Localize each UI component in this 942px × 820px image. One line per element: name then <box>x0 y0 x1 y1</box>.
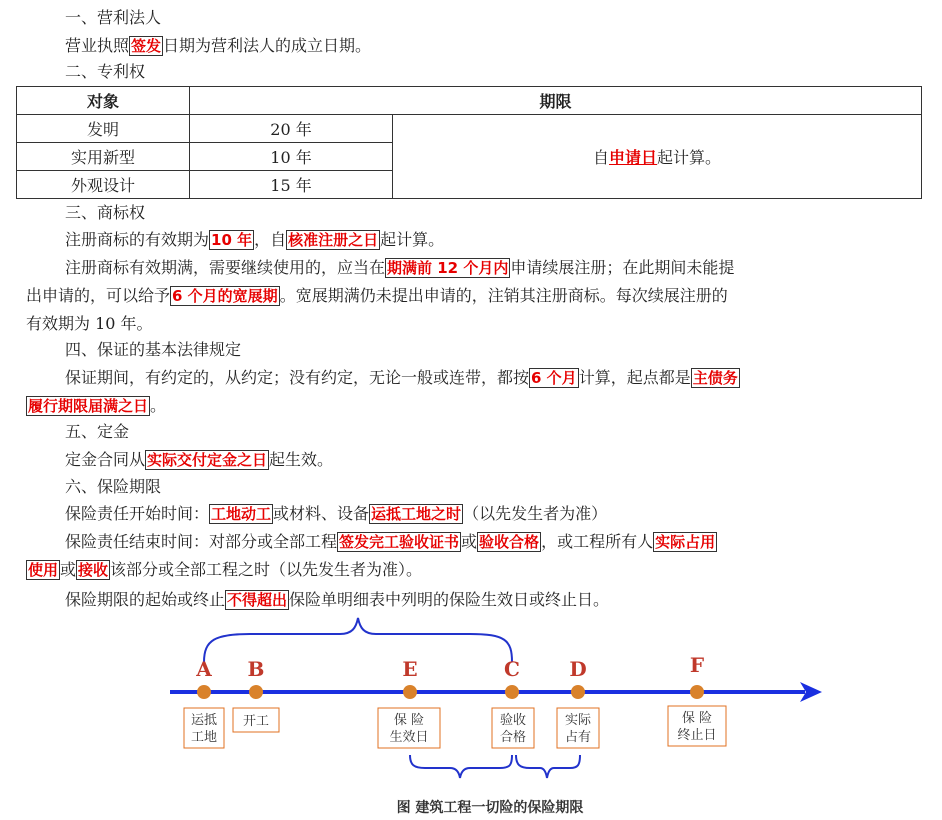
paragraph-3-3: 出申请的，可以给予 6 个月的宽展期 。宽展期满仍未提出申请的，注销其注册商标。每次续展注册的 <box>26 286 728 305</box>
point-label: 合格 <box>499 730 527 745</box>
table-header-term: 期限 <box>190 87 922 115</box>
point-letter: C <box>504 657 520 681</box>
insurance-period-diagram <box>0 610 942 820</box>
top-brace <box>204 618 512 662</box>
paragraph-3-2: 注册商标有效期满，需要继续使用的，应当在 期满前 12 个月内 申请续展注册；在此期间未能提 <box>65 258 735 277</box>
paragraph-6-4: 保险期限的起始或终止 不得超出 保险单明细表中列明的保险生效日或终止日。 <box>65 590 610 609</box>
section-title-6: 六、保险期限 <box>65 477 162 496</box>
table-cell-object: 外观设计 <box>17 171 190 199</box>
point-dot <box>571 685 585 699</box>
point-label: 验收 <box>499 713 527 728</box>
table-header-object: 对象 <box>17 87 190 115</box>
section-title-4: 四、保证的基本法律规定 <box>65 340 242 359</box>
point-letter: B <box>247 657 265 681</box>
point-label: 工地 <box>190 730 218 745</box>
point-dot <box>249 685 263 699</box>
section-title-1: 一、营利法人 <box>65 8 162 27</box>
point-letter: A <box>196 657 212 681</box>
point-dot <box>505 685 519 699</box>
paragraph-6-2: 保险责任结束时间：对部分或全部工程 签发完工验收证书 或 验收合格 ，或工程所有人 实际占用 <box>65 532 716 551</box>
point-dot <box>690 685 704 699</box>
point-label: 保 险 <box>393 713 425 728</box>
patent-table <box>16 86 922 199</box>
table-cell-note: 自申请日起计算。 <box>393 115 922 199</box>
paragraph-4-1: 保证期间，有约定的，从约定；没有约定，无论一般或连带，都按 6 个月 计算，起点都是 主债务 <box>65 368 738 387</box>
paragraph-4-2: 履行期限届满之日 。 <box>28 396 167 415</box>
paragraph-3-1: 注册商标的有效期为 10 年 ，自 核准注册之日 起计算。 <box>65 230 445 249</box>
table-cell-object: 发明 <box>17 115 190 143</box>
highlight-application-date: 申请日 <box>608 148 657 167</box>
point-label: 终止日 <box>677 728 717 743</box>
section-title-5: 五、定金 <box>65 422 130 441</box>
paragraph-6-3: 使用 或 接收 该部分或全部工程之时（以先发生者为准）。 <box>28 560 423 579</box>
paragraph-1: 营业执照 签发 日期为营利法人的成立日期。 <box>65 36 372 55</box>
point-label: 实际 <box>564 713 592 728</box>
bottom-brace-right <box>516 755 580 778</box>
point-dot <box>197 685 211 699</box>
diagram-caption: 图 建筑工程一切险的保险期限 <box>396 800 584 816</box>
section-title-2: 二、专利权 <box>65 62 146 81</box>
table-cell-term: 10 年 <box>190 143 393 171</box>
point-letter: E <box>402 657 418 681</box>
table-cell-object: 实用新型 <box>17 143 190 171</box>
table-cell-term: 15 年 <box>190 171 393 199</box>
paragraph-5-1: 定金合同从 实际交付定金之日 起生效。 <box>65 450 334 469</box>
point-letter: F <box>689 653 705 677</box>
point-dot <box>403 685 417 699</box>
paragraph-6-1: 保险责任开始时间： 工地动工 或材料、设备 运抵工地之时 （以先发生者为准） <box>65 504 608 523</box>
point-label: 运抵 <box>190 713 218 728</box>
highlight-sign: 签发 <box>131 37 162 55</box>
paragraph-3-4: 有效期为 10 年。 <box>26 314 153 333</box>
point-label: 占有 <box>564 730 592 745</box>
point-letter: D <box>569 657 587 681</box>
point-label: 开工 <box>242 714 270 729</box>
bottom-brace-left <box>410 755 512 778</box>
section-title-3: 三、商标权 <box>65 203 146 222</box>
table-cell-term: 20 年 <box>190 115 393 143</box>
point-label: 保 险 <box>681 711 713 726</box>
point-label: 生效日 <box>389 730 429 745</box>
